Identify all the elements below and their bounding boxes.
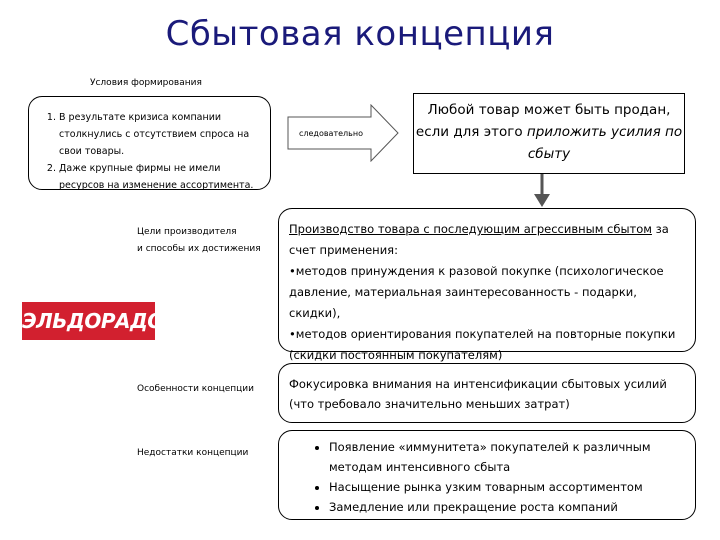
drawbacks-label: Недостатки концепции — [137, 448, 249, 458]
features-box — [278, 363, 696, 423]
conditions-box — [28, 96, 271, 190]
conditions-item: 1. В результате кризиса компании столкнулись с отсутствием спроса на свои товары. — [59, 109, 264, 160]
goals-lead-underlined: Производство товара с последующим агрессивным сбытом — [289, 222, 652, 236]
conclusion-emphasis: приложить усилия по сбыту — [526, 124, 683, 162]
goals-lead — [289, 219, 685, 261]
drawbacks-item: • Насыщение рынка узким товарным ассортиментом — [329, 477, 685, 497]
goals-bullet: •методов принуждения к разовой покупке (психологическое давление, материальная заинтересованность - подарки, скидки), — [289, 264, 664, 320]
conclusion-box — [413, 93, 685, 174]
goals-label-line: и способы их достижения — [137, 244, 261, 254]
drawbacks-item: • Замедление или прекращение роста компаний — [329, 497, 685, 517]
page-title: Сбытовая концепция — [165, 14, 555, 54]
conclusion-text: Любой товар может быть продан, если для этого — [415, 102, 671, 140]
consequence-arrow — [287, 104, 399, 162]
features-label: Особенности концепции — [137, 384, 254, 394]
arrow-label: следовательно — [298, 129, 364, 138]
conditions-label: Условия формирования — [90, 78, 202, 88]
goals-label — [137, 224, 261, 258]
eldorado-logo: ЭЛЬДОРАДО — [22, 302, 155, 340]
features-text: Фокусировка внимания на интенсификации сбытовых усилий (что требовало значительно меньших затрат) — [289, 377, 667, 411]
drawbacks-box — [278, 430, 696, 520]
drawbacks-item: • Появление «иммунитета» покупателей к различным методам интенсивного сбыта — [329, 437, 685, 477]
down-arrow — [531, 174, 553, 208]
drawbacks-list — [289, 437, 685, 517]
goals-bullet: •методов ориентирования покупателей на повторные покупки (скидки постоянным покупателям) — [289, 327, 676, 362]
goals-lead-rest: за счет применения: — [289, 222, 669, 257]
conditions-list — [35, 109, 264, 194]
conditions-item: 2. Даже крупные фирмы не имели ресурсов на изменение ассортимента. — [59, 160, 264, 194]
goals-label-line: Цели производителя — [137, 227, 237, 237]
goals-box — [278, 208, 696, 362]
